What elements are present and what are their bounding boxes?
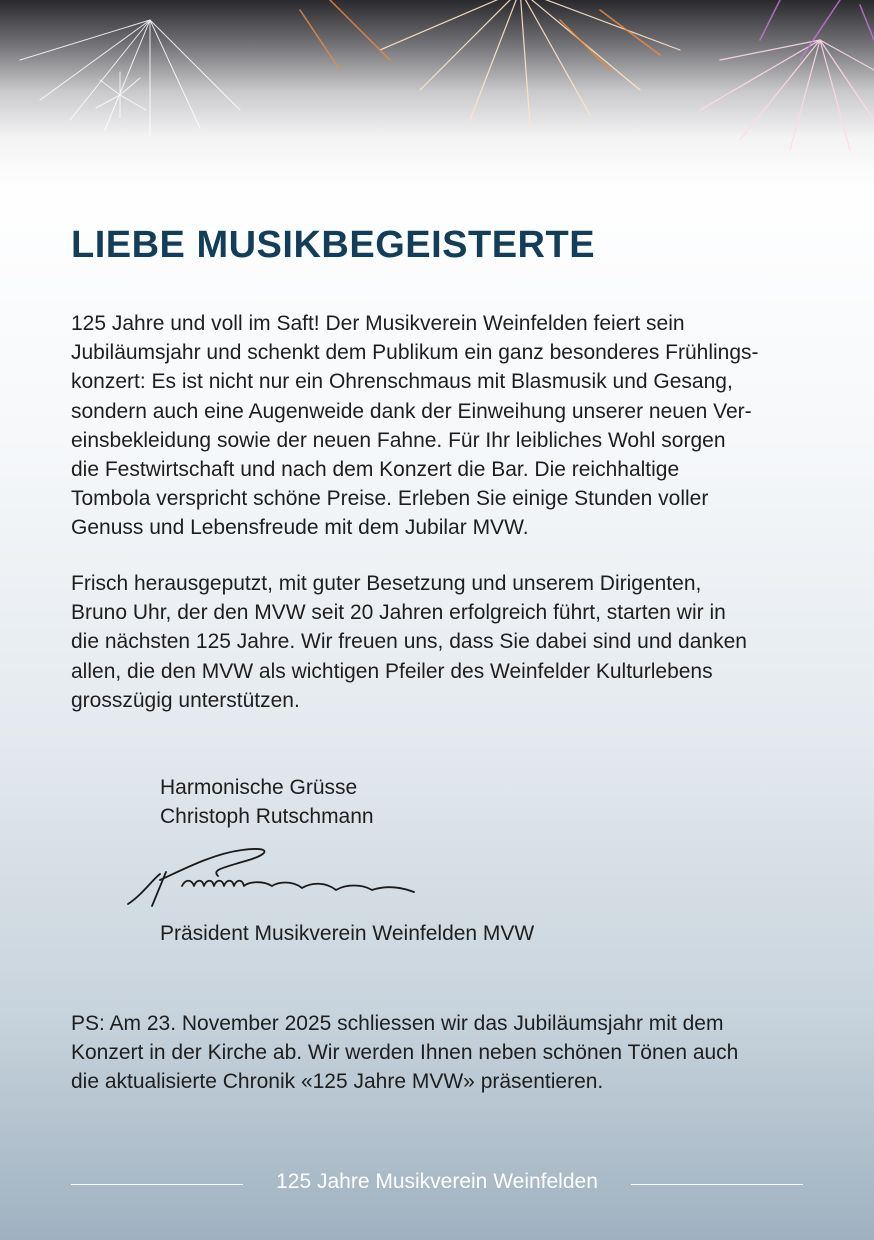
paragraph-line: Tombola verspricht schöne Preise. Erleben Sie einige Stunden voller bbox=[71, 487, 709, 511]
paragraph-line: sondern auch eine Augenweide dank der Einweihung unserer neuen Ver- bbox=[71, 399, 752, 423]
footer-text: 125 Jahre Musikverein Weinfelden bbox=[276, 1170, 598, 1193]
paragraph-line: 125 Jahre und voll im Saft! Der Musikverein Weinfelden feiert sein bbox=[71, 312, 685, 335]
paragraph-line: Konzert in der Kirche ab. Wir werden Ihnen neben schönen Tönen auch bbox=[71, 1041, 739, 1065]
paragraph-line: Genuss und Lebensfreude mit dem Jubilar MVW. bbox=[71, 516, 529, 540]
paragraph-line: PS: Am 23. November 2025 schliessen wir das Jubiläumsjahr mit dem bbox=[71, 1012, 724, 1035]
postscript-paragraph bbox=[71, 1009, 806, 1097]
paragraph-line: grosszügig unterstützen. bbox=[71, 688, 300, 712]
footer-divider-left bbox=[71, 1184, 243, 1185]
paragraph-line: Frisch herausgeputzt, mit guter Besetzung und unserem Dirigenten, bbox=[71, 572, 702, 595]
footer-divider-right bbox=[631, 1184, 803, 1185]
signatory-role: Präsident Musikverein Weinfelden MVW bbox=[160, 922, 535, 945]
paragraph-line: Bruno Uhr, der den MVW seit 20 Jahren erfolgreich führt, starten wir in bbox=[71, 601, 726, 625]
paragraph-line: konzert: Es ist nicht nur ein Ohrenschmaus mit Blasmusik und Gesang, bbox=[71, 370, 733, 394]
paragraph-line: die Festwirtschaft und nach dem Konzert die Bar. Die reichhaltige bbox=[71, 458, 680, 482]
signatory-name: Christoph Rutschmann bbox=[160, 805, 374, 828]
page-title: LIEBE MUSIKBEGEISTERTE bbox=[71, 224, 596, 266]
paragraph-line: die nächsten 125 Jahre. Wir freuen uns, dass Sie dabei sind und danken bbox=[71, 630, 747, 654]
fireworks-illustration bbox=[0, 0, 874, 190]
paragraph-line: Jubiläumsjahr und schenkt dem Publikum ein ganz besonderes Frühlings- bbox=[71, 341, 759, 365]
intro-paragraph bbox=[71, 309, 806, 543]
handwritten-signature bbox=[122, 840, 422, 912]
paragraph-line: allen, die den MVW als wichtigen Pfeiler des Weinfelder Kulturlebens bbox=[71, 659, 713, 683]
fireworks-header-image bbox=[0, 0, 874, 190]
paragraph-line: einsbekleidung sowie der neuen Fahne. Für Ihr leibliches Wohl sorgen bbox=[71, 428, 726, 452]
paragraph-line: die aktualisierte Chronik «125 Jahre MVW» präsentieren. bbox=[71, 1070, 604, 1094]
greeting: Harmonische Grüsse bbox=[160, 776, 358, 799]
second-paragraph bbox=[71, 569, 806, 715]
